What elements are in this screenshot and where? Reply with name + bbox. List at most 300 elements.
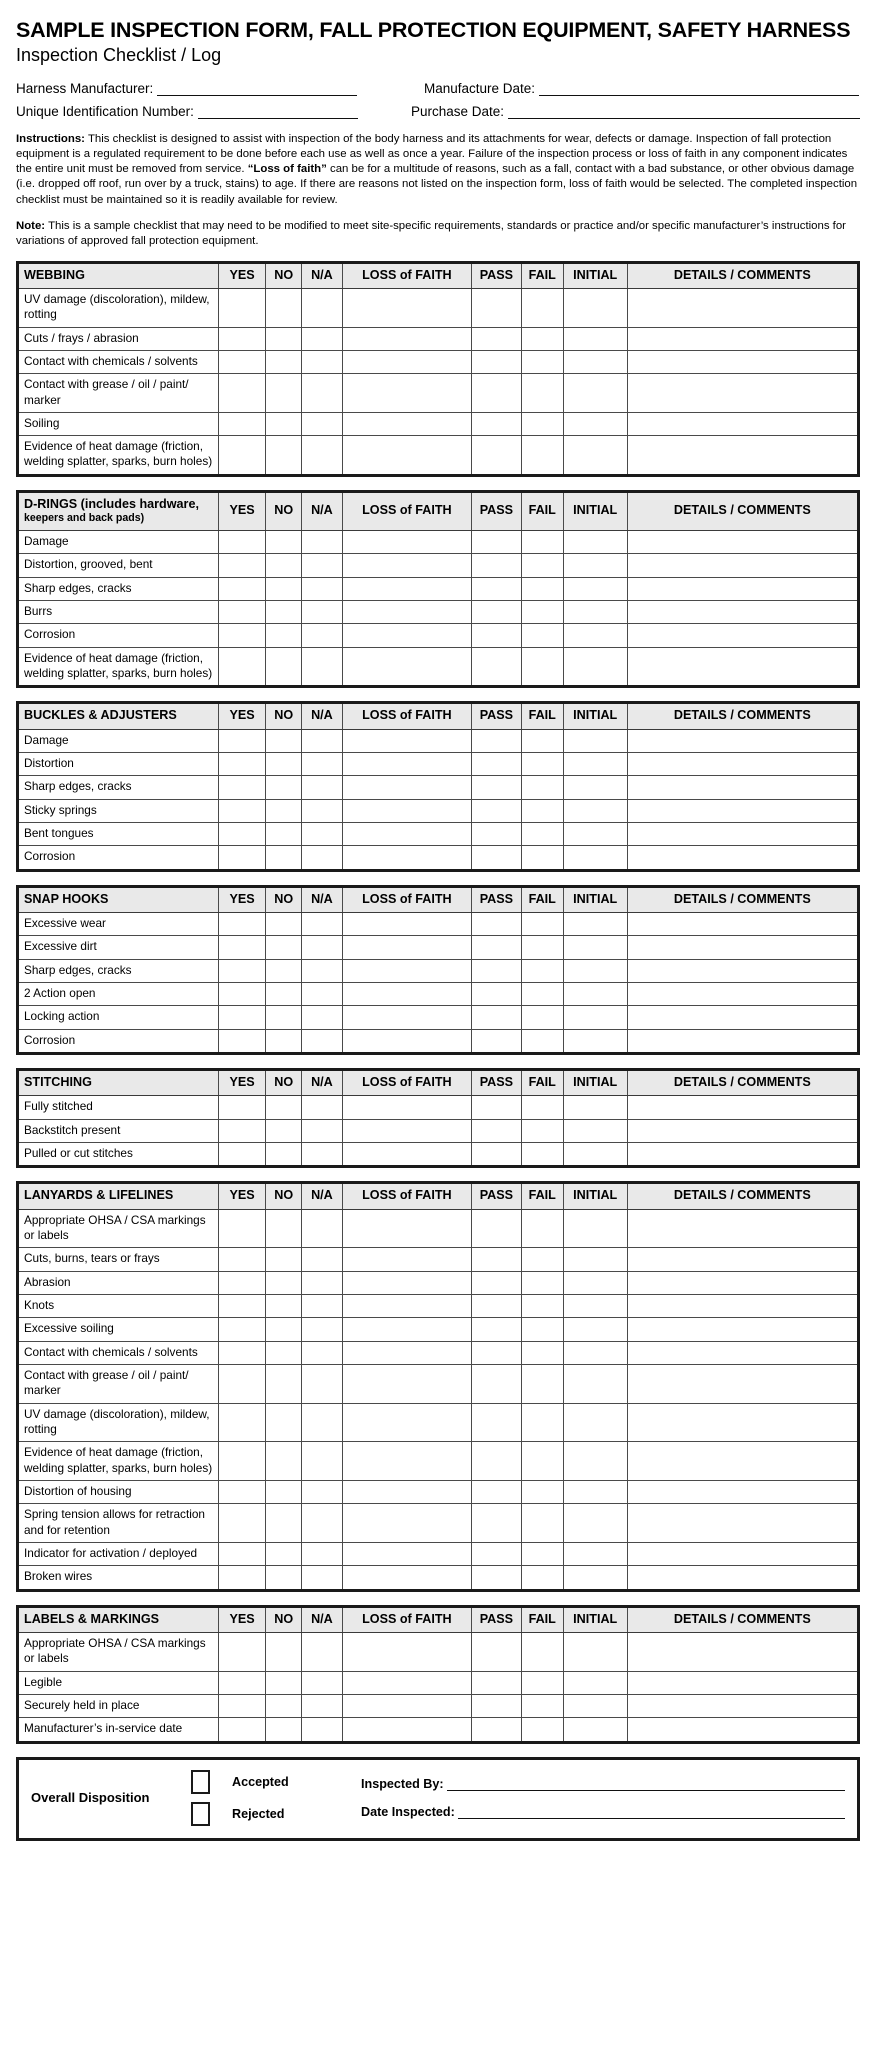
cell-details[interactable]	[627, 1718, 858, 1742]
rejected-choice[interactable]	[191, 1802, 361, 1826]
cell-yes[interactable]	[219, 1365, 266, 1404]
cell-yes[interactable]	[219, 846, 266, 870]
cell-pass[interactable]	[472, 1209, 522, 1248]
cell-pass[interactable]	[472, 823, 522, 846]
cell-no[interactable]	[266, 1365, 302, 1404]
cell-no[interactable]	[266, 374, 302, 413]
cell-yes[interactable]	[219, 1143, 266, 1167]
cell-pass[interactable]	[472, 1341, 522, 1364]
cell-na[interactable]	[302, 577, 342, 600]
cell-na[interactable]	[302, 436, 342, 476]
cell-no[interactable]	[266, 1633, 302, 1672]
cell-fail[interactable]	[521, 1671, 563, 1694]
cell-fail[interactable]	[521, 1209, 563, 1248]
cell-pass[interactable]	[472, 799, 522, 822]
cell-yes[interactable]	[219, 350, 266, 373]
cell-na[interactable]	[302, 327, 342, 350]
cell-fail[interactable]	[521, 577, 563, 600]
cell-details[interactable]	[627, 1295, 858, 1318]
cell-fail[interactable]	[521, 1718, 563, 1742]
cell-fail[interactable]	[521, 1481, 563, 1504]
cell-pass[interactable]	[472, 1096, 522, 1119]
cell-na[interactable]	[302, 753, 342, 776]
cell-pass[interactable]	[472, 412, 522, 435]
cell-initial[interactable]	[563, 1695, 627, 1718]
cell-details[interactable]	[627, 601, 858, 624]
cell-no[interactable]	[266, 936, 302, 959]
cell-initial[interactable]	[563, 1006, 627, 1029]
cell-pass[interactable]	[472, 1671, 522, 1694]
cell-initial[interactable]	[563, 729, 627, 752]
cell-no[interactable]	[266, 1248, 302, 1271]
cell-pass[interactable]	[472, 729, 522, 752]
cell-pass[interactable]	[472, 1695, 522, 1718]
cell-fail[interactable]	[521, 350, 563, 373]
cell-fail[interactable]	[521, 1119, 563, 1142]
cell-loss-of-faith[interactable]	[342, 959, 472, 982]
cell-details[interactable]	[627, 1442, 858, 1481]
cell-no[interactable]	[266, 959, 302, 982]
cell-no[interactable]	[266, 577, 302, 600]
cell-na[interactable]	[302, 823, 342, 846]
cell-pass[interactable]	[472, 1504, 522, 1543]
cell-yes[interactable]	[219, 959, 266, 982]
cell-details[interactable]	[627, 823, 858, 846]
cell-initial[interactable]	[563, 531, 627, 554]
cell-pass[interactable]	[472, 1543, 522, 1566]
cell-loss-of-faith[interactable]	[342, 1671, 472, 1694]
date-inspected-input[interactable]	[458, 1806, 845, 1819]
cell-pass[interactable]	[472, 436, 522, 476]
cell-no[interactable]	[266, 554, 302, 577]
cell-yes[interactable]	[219, 327, 266, 350]
cell-initial[interactable]	[563, 1633, 627, 1672]
cell-na[interactable]	[302, 350, 342, 373]
cell-pass[interactable]	[472, 1248, 522, 1271]
cell-no[interactable]	[266, 1318, 302, 1341]
cell-initial[interactable]	[563, 288, 627, 327]
cell-no[interactable]	[266, 436, 302, 476]
cell-details[interactable]	[627, 374, 858, 413]
cell-details[interactable]	[627, 1695, 858, 1718]
cell-initial[interactable]	[563, 1295, 627, 1318]
cell-yes[interactable]	[219, 1671, 266, 1694]
cell-loss-of-faith[interactable]	[342, 1295, 472, 1318]
cell-fail[interactable]	[521, 1365, 563, 1404]
cell-na[interactable]	[302, 1143, 342, 1167]
cell-initial[interactable]	[563, 1403, 627, 1442]
cell-loss-of-faith[interactable]	[342, 753, 472, 776]
cell-na[interactable]	[302, 1403, 342, 1442]
cell-details[interactable]	[627, 1029, 858, 1053]
cell-fail[interactable]	[521, 1566, 563, 1590]
cell-loss-of-faith[interactable]	[342, 729, 472, 752]
cell-initial[interactable]	[563, 959, 627, 982]
cell-details[interactable]	[627, 1143, 858, 1167]
cell-no[interactable]	[266, 1096, 302, 1119]
cell-initial[interactable]	[563, 823, 627, 846]
cell-no[interactable]	[266, 1718, 302, 1742]
cell-na[interactable]	[302, 1318, 342, 1341]
cell-fail[interactable]	[521, 1633, 563, 1672]
cell-na[interactable]	[302, 624, 342, 647]
cell-details[interactable]	[627, 1504, 858, 1543]
cell-yes[interactable]	[219, 936, 266, 959]
cell-no[interactable]	[266, 1442, 302, 1481]
cell-details[interactable]	[627, 1119, 858, 1142]
cell-fail[interactable]	[521, 1248, 563, 1271]
cell-na[interactable]	[302, 601, 342, 624]
cell-fail[interactable]	[521, 1029, 563, 1053]
cell-no[interactable]	[266, 983, 302, 1006]
cell-pass[interactable]	[472, 374, 522, 413]
cell-details[interactable]	[627, 577, 858, 600]
cell-pass[interactable]	[472, 1143, 522, 1167]
cell-details[interactable]	[627, 647, 858, 687]
cell-yes[interactable]	[219, 1248, 266, 1271]
cell-pass[interactable]	[472, 1365, 522, 1404]
cell-initial[interactable]	[563, 846, 627, 870]
cell-fail[interactable]	[521, 327, 563, 350]
cell-yes[interactable]	[219, 1481, 266, 1504]
cell-fail[interactable]	[521, 1442, 563, 1481]
cell-details[interactable]	[627, 1318, 858, 1341]
cell-pass[interactable]	[472, 1119, 522, 1142]
cell-no[interactable]	[266, 647, 302, 687]
cell-fail[interactable]	[521, 1006, 563, 1029]
cell-yes[interactable]	[219, 1718, 266, 1742]
cell-no[interactable]	[266, 1403, 302, 1442]
accepted-choice[interactable]	[191, 1770, 361, 1794]
cell-details[interactable]	[627, 753, 858, 776]
cell-loss-of-faith[interactable]	[342, 823, 472, 846]
cell-no[interactable]	[266, 624, 302, 647]
cell-fail[interactable]	[521, 1504, 563, 1543]
cell-na[interactable]	[302, 1718, 342, 1742]
cell-initial[interactable]	[563, 601, 627, 624]
cell-loss-of-faith[interactable]	[342, 1504, 472, 1543]
cell-na[interactable]	[302, 936, 342, 959]
cell-na[interactable]	[302, 554, 342, 577]
cell-initial[interactable]	[563, 412, 627, 435]
cell-loss-of-faith[interactable]	[342, 1442, 472, 1481]
cell-na[interactable]	[302, 983, 342, 1006]
cell-yes[interactable]	[219, 624, 266, 647]
cell-no[interactable]	[266, 1006, 302, 1029]
cell-initial[interactable]	[563, 1543, 627, 1566]
cell-na[interactable]	[302, 846, 342, 870]
cell-no[interactable]	[266, 1143, 302, 1167]
cell-fail[interactable]	[521, 1096, 563, 1119]
cell-fail[interactable]	[521, 412, 563, 435]
cell-na[interactable]	[302, 1481, 342, 1504]
cell-pass[interactable]	[472, 1633, 522, 1672]
cell-pass[interactable]	[472, 1718, 522, 1742]
cell-yes[interactable]	[219, 1403, 266, 1442]
cell-pass[interactable]	[472, 776, 522, 799]
cell-loss-of-faith[interactable]	[342, 1633, 472, 1672]
cell-yes[interactable]	[219, 983, 266, 1006]
cell-details[interactable]	[627, 1341, 858, 1364]
cell-details[interactable]	[627, 799, 858, 822]
cell-pass[interactable]	[472, 327, 522, 350]
cell-loss-of-faith[interactable]	[342, 374, 472, 413]
cell-fail[interactable]	[521, 1695, 563, 1718]
cell-yes[interactable]	[219, 436, 266, 476]
cell-loss-of-faith[interactable]	[342, 1096, 472, 1119]
cell-initial[interactable]	[563, 624, 627, 647]
cell-loss-of-faith[interactable]	[342, 1365, 472, 1404]
cell-details[interactable]	[627, 412, 858, 435]
cell-no[interactable]	[266, 1695, 302, 1718]
cell-na[interactable]	[302, 531, 342, 554]
cell-fail[interactable]	[521, 753, 563, 776]
cell-no[interactable]	[266, 1119, 302, 1142]
cell-pass[interactable]	[472, 577, 522, 600]
cell-initial[interactable]	[563, 1248, 627, 1271]
cell-details[interactable]	[627, 624, 858, 647]
cell-pass[interactable]	[472, 983, 522, 1006]
cell-no[interactable]	[266, 776, 302, 799]
cell-pass[interactable]	[472, 1442, 522, 1481]
cell-yes[interactable]	[219, 1318, 266, 1341]
cell-pass[interactable]	[472, 959, 522, 982]
cell-details[interactable]	[627, 1671, 858, 1694]
cell-pass[interactable]	[472, 350, 522, 373]
cell-na[interactable]	[302, 374, 342, 413]
cell-details[interactable]	[627, 776, 858, 799]
cell-initial[interactable]	[563, 647, 627, 687]
accepted-checkbox[interactable]	[191, 1770, 210, 1794]
cell-fail[interactable]	[521, 601, 563, 624]
cell-details[interactable]	[627, 1248, 858, 1271]
cell-yes[interactable]	[219, 753, 266, 776]
cell-initial[interactable]	[563, 1096, 627, 1119]
cell-fail[interactable]	[521, 983, 563, 1006]
cell-yes[interactable]	[219, 776, 266, 799]
cell-loss-of-faith[interactable]	[342, 1718, 472, 1742]
cell-yes[interactable]	[219, 729, 266, 752]
cell-na[interactable]	[302, 1442, 342, 1481]
cell-fail[interactable]	[521, 1295, 563, 1318]
cell-no[interactable]	[266, 1341, 302, 1364]
cell-yes[interactable]	[219, 647, 266, 687]
cell-loss-of-faith[interactable]	[342, 1143, 472, 1167]
inspected-by-input[interactable]	[447, 1778, 845, 1791]
cell-yes[interactable]	[219, 288, 266, 327]
cell-initial[interactable]	[563, 1341, 627, 1364]
cell-loss-of-faith[interactable]	[342, 288, 472, 327]
cell-fail[interactable]	[521, 554, 563, 577]
cell-fail[interactable]	[521, 288, 563, 327]
cell-details[interactable]	[627, 1271, 858, 1294]
cell-yes[interactable]	[219, 531, 266, 554]
cell-yes[interactable]	[219, 601, 266, 624]
cell-loss-of-faith[interactable]	[342, 1248, 472, 1271]
cell-details[interactable]	[627, 288, 858, 327]
cell-loss-of-faith[interactable]	[342, 1271, 472, 1294]
cell-no[interactable]	[266, 531, 302, 554]
cell-loss-of-faith[interactable]	[342, 1006, 472, 1029]
cell-details[interactable]	[627, 1209, 858, 1248]
cell-initial[interactable]	[563, 1365, 627, 1404]
cell-initial[interactable]	[563, 436, 627, 476]
cell-initial[interactable]	[563, 776, 627, 799]
purchase-date-input[interactable]	[508, 106, 860, 119]
rejected-checkbox[interactable]	[191, 1802, 210, 1826]
cell-details[interactable]	[627, 531, 858, 554]
cell-no[interactable]	[266, 327, 302, 350]
manufacture-date-input[interactable]	[539, 83, 859, 96]
cell-no[interactable]	[266, 729, 302, 752]
cell-pass[interactable]	[472, 1566, 522, 1590]
cell-initial[interactable]	[563, 350, 627, 373]
cell-loss-of-faith[interactable]	[342, 577, 472, 600]
cell-loss-of-faith[interactable]	[342, 799, 472, 822]
cell-yes[interactable]	[219, 1341, 266, 1364]
cell-no[interactable]	[266, 1543, 302, 1566]
cell-pass[interactable]	[472, 1295, 522, 1318]
cell-na[interactable]	[302, 1209, 342, 1248]
cell-pass[interactable]	[472, 601, 522, 624]
cell-fail[interactable]	[521, 374, 563, 413]
cell-loss-of-faith[interactable]	[342, 412, 472, 435]
cell-fail[interactable]	[521, 846, 563, 870]
cell-na[interactable]	[302, 288, 342, 327]
cell-yes[interactable]	[219, 823, 266, 846]
cell-details[interactable]	[627, 959, 858, 982]
cell-na[interactable]	[302, 913, 342, 936]
cell-loss-of-faith[interactable]	[342, 1566, 472, 1590]
cell-no[interactable]	[266, 823, 302, 846]
cell-no[interactable]	[266, 1566, 302, 1590]
cell-initial[interactable]	[563, 1143, 627, 1167]
cell-pass[interactable]	[472, 1318, 522, 1341]
cell-pass[interactable]	[472, 846, 522, 870]
cell-yes[interactable]	[219, 554, 266, 577]
cell-fail[interactable]	[521, 959, 563, 982]
cell-initial[interactable]	[563, 554, 627, 577]
cell-na[interactable]	[302, 776, 342, 799]
cell-loss-of-faith[interactable]	[342, 1481, 472, 1504]
cell-loss-of-faith[interactable]	[342, 1341, 472, 1364]
cell-yes[interactable]	[219, 577, 266, 600]
cell-fail[interactable]	[521, 936, 563, 959]
cell-pass[interactable]	[472, 1029, 522, 1053]
cell-na[interactable]	[302, 959, 342, 982]
cell-loss-of-faith[interactable]	[342, 1318, 472, 1341]
cell-loss-of-faith[interactable]	[342, 936, 472, 959]
cell-fail[interactable]	[521, 729, 563, 752]
cell-na[interactable]	[302, 1341, 342, 1364]
cell-details[interactable]	[627, 436, 858, 476]
cell-yes[interactable]	[219, 1209, 266, 1248]
cell-details[interactable]	[627, 1543, 858, 1566]
cell-na[interactable]	[302, 799, 342, 822]
unique-identification-number-input[interactable]	[198, 106, 358, 119]
cell-yes[interactable]	[219, 1029, 266, 1053]
cell-na[interactable]	[302, 1543, 342, 1566]
cell-fail[interactable]	[521, 1318, 563, 1341]
cell-pass[interactable]	[472, 1006, 522, 1029]
cell-pass[interactable]	[472, 531, 522, 554]
cell-initial[interactable]	[563, 1318, 627, 1341]
cell-fail[interactable]	[521, 913, 563, 936]
cell-na[interactable]	[302, 1096, 342, 1119]
cell-yes[interactable]	[219, 799, 266, 822]
cell-yes[interactable]	[219, 1442, 266, 1481]
cell-pass[interactable]	[472, 936, 522, 959]
cell-na[interactable]	[302, 1566, 342, 1590]
harness-manufacturer-input[interactable]	[157, 83, 357, 96]
cell-yes[interactable]	[219, 1271, 266, 1294]
cell-na[interactable]	[302, 647, 342, 687]
cell-fail[interactable]	[521, 436, 563, 476]
cell-pass[interactable]	[472, 554, 522, 577]
cell-fail[interactable]	[521, 647, 563, 687]
cell-loss-of-faith[interactable]	[342, 1695, 472, 1718]
cell-pass[interactable]	[472, 288, 522, 327]
cell-details[interactable]	[627, 327, 858, 350]
cell-initial[interactable]	[563, 753, 627, 776]
cell-initial[interactable]	[563, 1671, 627, 1694]
cell-loss-of-faith[interactable]	[342, 776, 472, 799]
cell-na[interactable]	[302, 1504, 342, 1543]
cell-no[interactable]	[266, 1029, 302, 1053]
cell-loss-of-faith[interactable]	[342, 624, 472, 647]
cell-loss-of-faith[interactable]	[342, 647, 472, 687]
cell-pass[interactable]	[472, 624, 522, 647]
cell-initial[interactable]	[563, 374, 627, 413]
cell-initial[interactable]	[563, 327, 627, 350]
cell-yes[interactable]	[219, 1543, 266, 1566]
cell-details[interactable]	[627, 913, 858, 936]
cell-loss-of-faith[interactable]	[342, 913, 472, 936]
cell-na[interactable]	[302, 1671, 342, 1694]
cell-details[interactable]	[627, 1633, 858, 1672]
cell-no[interactable]	[266, 753, 302, 776]
cell-loss-of-faith[interactable]	[342, 983, 472, 1006]
cell-initial[interactable]	[563, 1504, 627, 1543]
cell-fail[interactable]	[521, 1403, 563, 1442]
cell-pass[interactable]	[472, 753, 522, 776]
cell-fail[interactable]	[521, 799, 563, 822]
cell-details[interactable]	[627, 729, 858, 752]
cell-initial[interactable]	[563, 936, 627, 959]
cell-no[interactable]	[266, 846, 302, 870]
cell-no[interactable]	[266, 1671, 302, 1694]
cell-yes[interactable]	[219, 1566, 266, 1590]
cell-na[interactable]	[302, 412, 342, 435]
cell-no[interactable]	[266, 1481, 302, 1504]
cell-details[interactable]	[627, 1481, 858, 1504]
cell-no[interactable]	[266, 913, 302, 936]
cell-pass[interactable]	[472, 1271, 522, 1294]
cell-pass[interactable]	[472, 913, 522, 936]
cell-loss-of-faith[interactable]	[342, 846, 472, 870]
cell-na[interactable]	[302, 1006, 342, 1029]
cell-details[interactable]	[627, 1403, 858, 1442]
cell-yes[interactable]	[219, 412, 266, 435]
cell-pass[interactable]	[472, 1403, 522, 1442]
cell-fail[interactable]	[521, 776, 563, 799]
cell-loss-of-faith[interactable]	[342, 436, 472, 476]
cell-loss-of-faith[interactable]	[342, 1119, 472, 1142]
cell-details[interactable]	[627, 846, 858, 870]
cell-details[interactable]	[627, 554, 858, 577]
cell-no[interactable]	[266, 288, 302, 327]
cell-fail[interactable]	[521, 823, 563, 846]
